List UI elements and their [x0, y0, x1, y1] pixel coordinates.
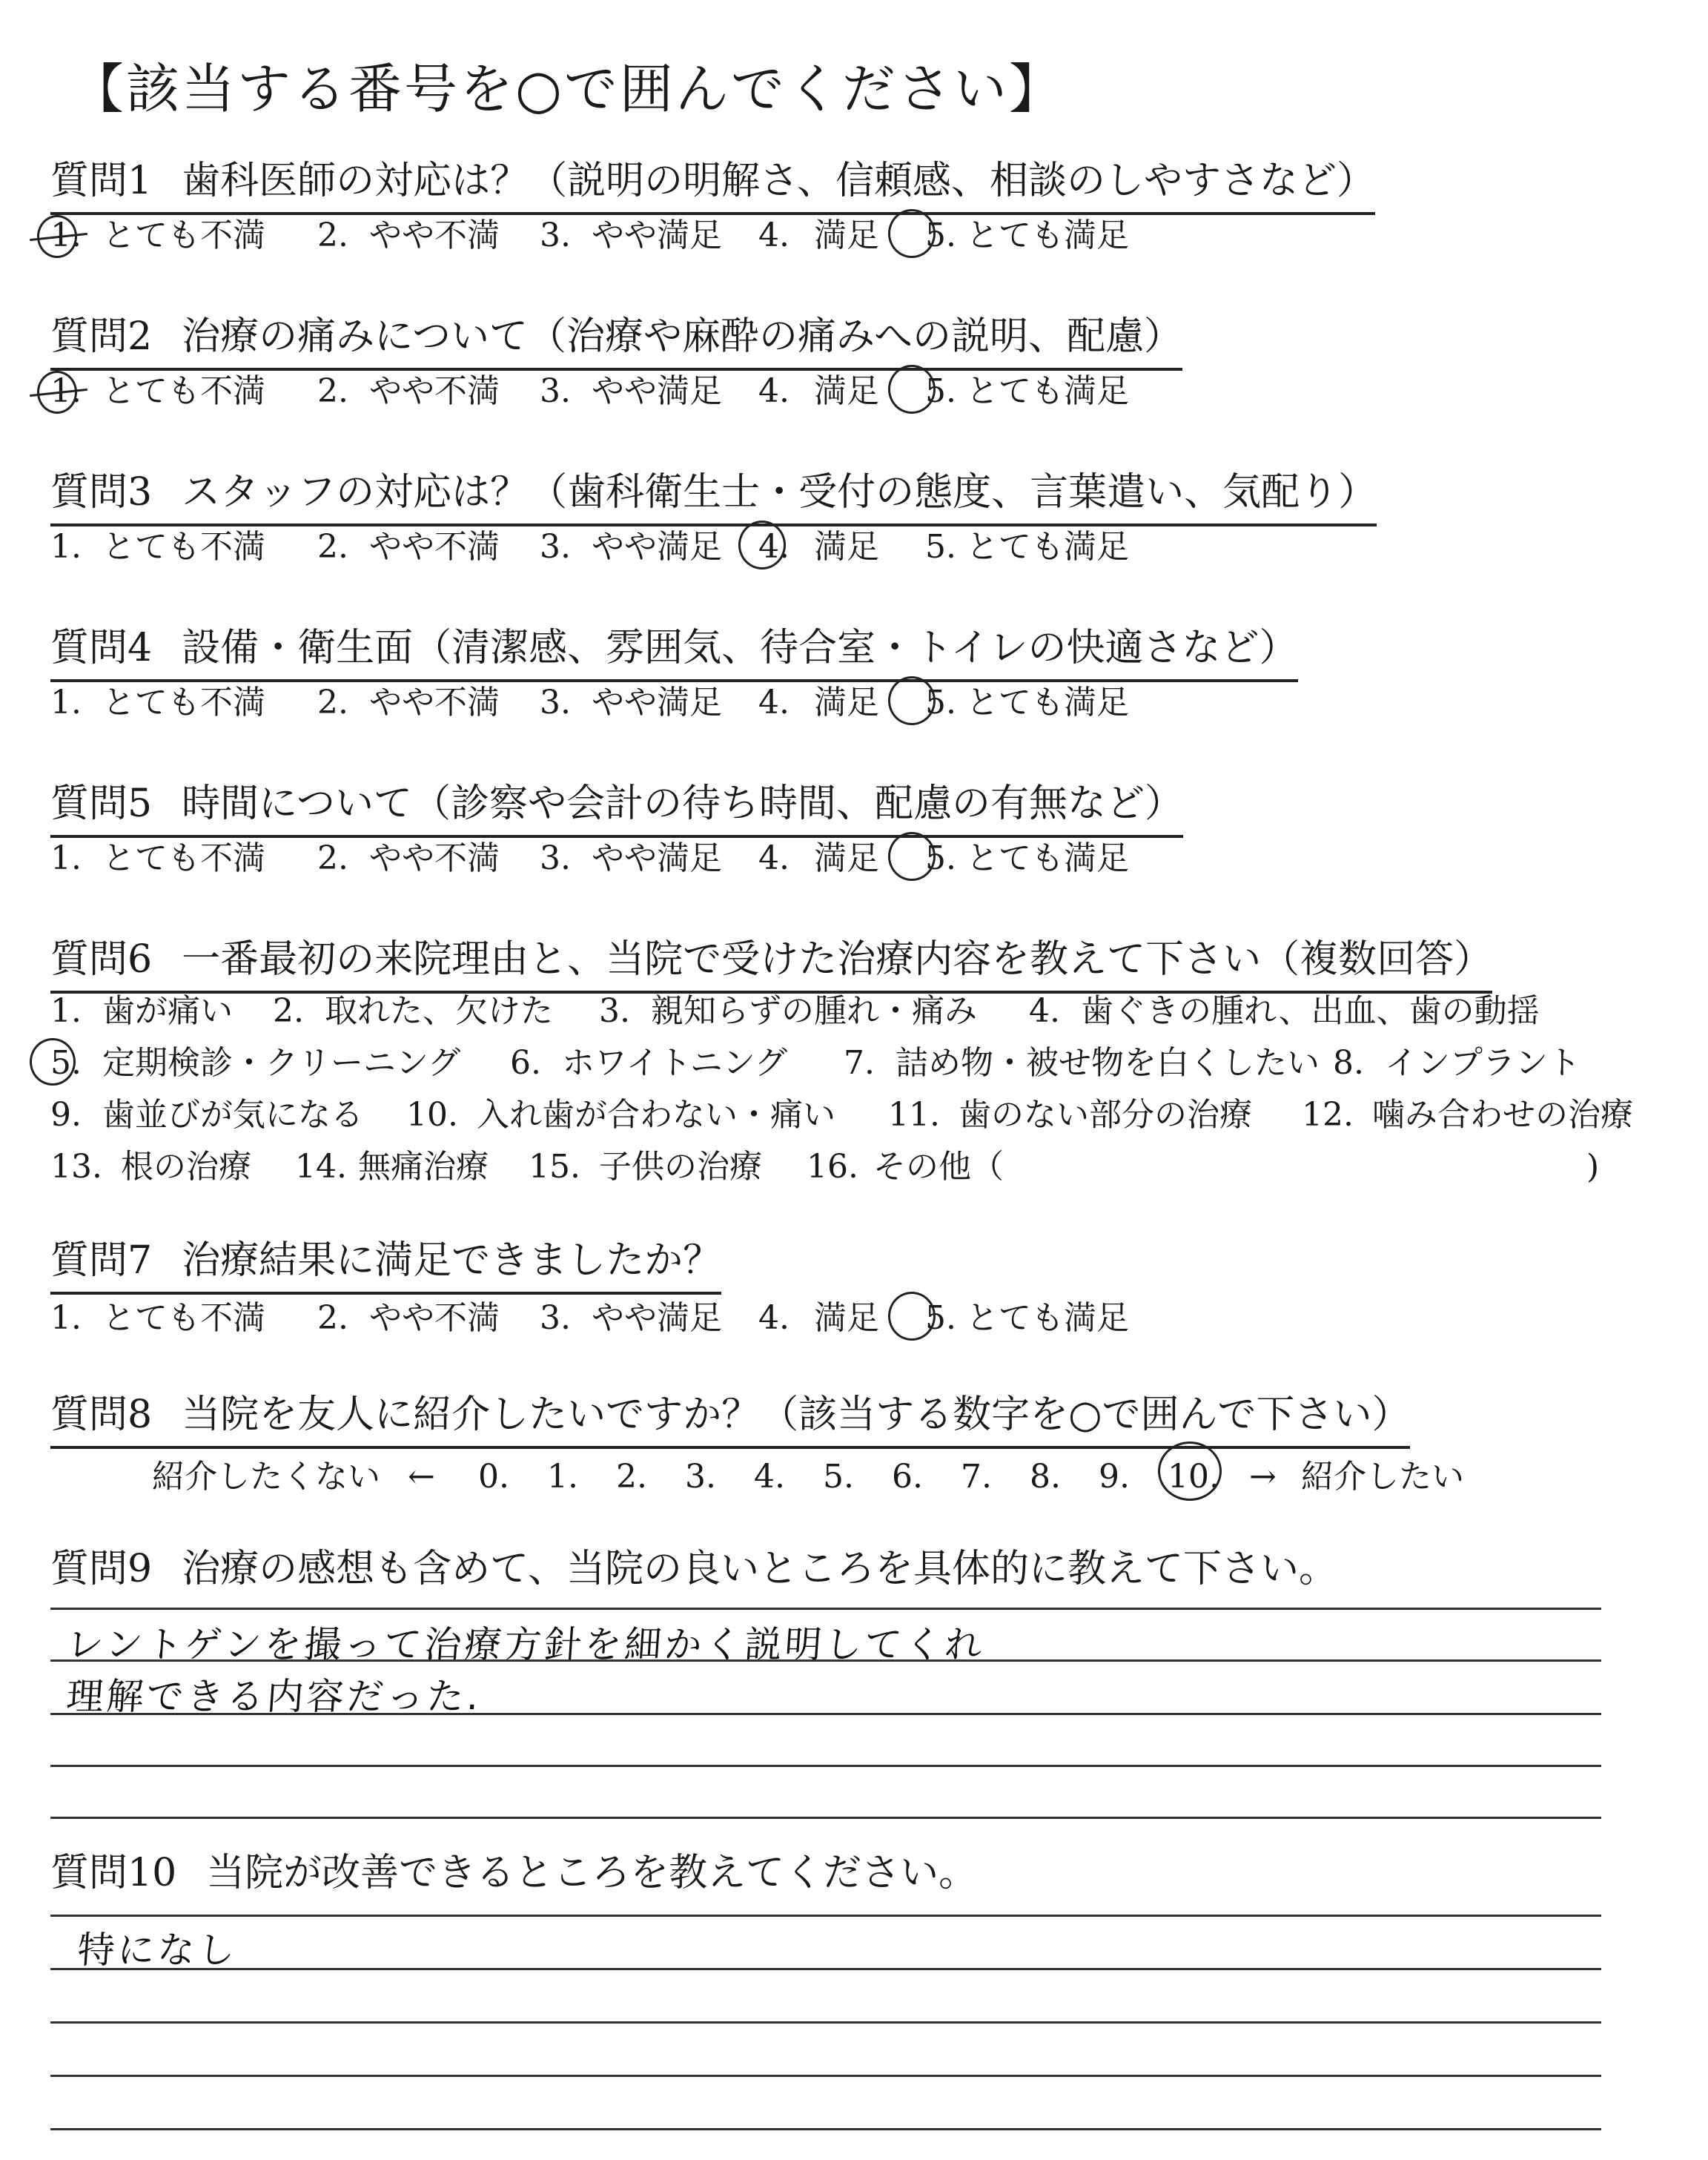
- option-number: 3.: [540, 839, 571, 877]
- option-label: 満足: [814, 684, 879, 721]
- answer-circle: [1158, 1441, 1222, 1501]
- option-label: 満足: [814, 839, 879, 877]
- question-4-text: 設備・衛生面（清潔感、雰囲気、待合室・トイレの快適さなど）: [182, 626, 1298, 670]
- option-number: 1.: [50, 528, 82, 566]
- option-number: 10.: [406, 1096, 458, 1134]
- scale-number: 10.: [1168, 1458, 1219, 1496]
- question-3-title: [50, 466, 1377, 526]
- option-number: 4.: [758, 1299, 790, 1337]
- option-label: やや不満: [369, 684, 500, 721]
- option-number: 3.: [540, 684, 571, 721]
- option-label: とても満足: [966, 217, 1129, 254]
- answer-rule-line: [50, 1817, 1601, 1819]
- option-number: 13.: [50, 1148, 102, 1186]
- option-label: 無痛治療: [358, 1148, 489, 1186]
- option-label: 取れた、欠けた: [325, 992, 553, 1030]
- option-number: 3.: [540, 528, 571, 566]
- question-7-text: 治療結果に満足できましたか？: [182, 1238, 722, 1283]
- question-9-answer-line-2: 理解できる内容だった.: [64, 1675, 483, 1718]
- option-label: とても満足: [966, 1299, 1129, 1337]
- answer-rule-line: [50, 2021, 1601, 2024]
- option-number: 4.: [758, 684, 790, 721]
- option-number: 12.: [1302, 1096, 1354, 1134]
- option-number: 14.: [295, 1148, 347, 1186]
- answer-circle: [888, 676, 936, 725]
- option-number: 1.: [50, 684, 82, 721]
- answer-circle: [888, 365, 936, 414]
- answer-rule-line: [50, 1659, 1601, 1662]
- option-label: やや満足: [592, 372, 722, 410]
- question-2-title: [50, 310, 1182, 371]
- option-label: やや不満: [369, 528, 500, 566]
- option-number: 5.: [925, 372, 956, 410]
- option-number: 5.: [925, 528, 956, 566]
- option-number: 2.: [317, 684, 348, 721]
- answer-rule-line: [50, 2075, 1601, 2077]
- option-label: ホワイトニング: [562, 1044, 788, 1082]
- option-label: やや満足: [592, 217, 722, 254]
- question-4-number: 質問4: [50, 626, 153, 670]
- option-number: 5.: [925, 839, 956, 877]
- question-10-text: 当院が改善できるところを教えてください。: [206, 1851, 978, 1895]
- option-label: 歯が痛い: [102, 992, 233, 1030]
- answer-rule-line: [50, 1765, 1601, 1767]
- answer-circle: [738, 521, 786, 569]
- question-6-text: 一番最初の来院理由と、当院で受けた治療内容を教えて下さい（複数回答）: [182, 937, 1493, 982]
- answer-rule-line: [50, 1608, 1601, 1610]
- question-2-number: 質問2: [50, 314, 153, 359]
- option-label: やや不満: [369, 1299, 500, 1337]
- option-label: 満足: [814, 1299, 879, 1337]
- option-label: とても不満: [102, 839, 265, 877]
- option-number: 3.: [540, 372, 571, 410]
- question-8-text: 当院を友人に紹介したいですか？（該当する数字を○で囲んで下さい）: [182, 1393, 1411, 1437]
- scale-left-label: 紹介したくない: [152, 1458, 380, 1496]
- scale-number: 9.: [1099, 1458, 1130, 1496]
- question-9-answer-line-1: レントゲンを撮って治療方針を細かく説明してくれ: [64, 1623, 987, 1666]
- answer-rule-line: [50, 1968, 1601, 1970]
- option-number: 5.: [925, 217, 956, 254]
- option-number: 3.: [540, 217, 571, 254]
- option-label: とても満足: [966, 528, 1129, 566]
- option-label: その他（: [873, 1148, 1004, 1186]
- option-label: 満足: [814, 372, 879, 410]
- option-number: 4.: [758, 528, 790, 566]
- option-number: 3.: [540, 1299, 571, 1337]
- option-label: やや満足: [592, 839, 722, 877]
- option-number: 8.: [1333, 1044, 1364, 1082]
- question-9-number: 質問9: [50, 1547, 153, 1591]
- scale-number: 5.: [823, 1458, 854, 1496]
- option-number: 11.: [888, 1096, 940, 1134]
- option-label: 歯ぐきの腫れ、出血、歯の動揺: [1081, 992, 1540, 1030]
- question-6-title: [50, 933, 1492, 994]
- option-number: 2.: [317, 217, 348, 254]
- option-label: 噛み合わせの治療: [1372, 1096, 1633, 1134]
- left-arrow-icon: ←: [408, 1458, 435, 1496]
- question-10-title: [50, 1846, 977, 1904]
- question-9-text: 治療の感想も含めて、当院の良いところを具体的に教えて下さい。: [182, 1547, 1338, 1591]
- option-label: やや満足: [592, 684, 722, 721]
- question-6-number: 質問6: [50, 937, 153, 982]
- option-number: 1.: [50, 1299, 82, 1337]
- option-label: とても不満: [102, 372, 265, 410]
- option-number: 2.: [273, 992, 304, 1030]
- scale-right-label: 紹介したい: [1301, 1458, 1464, 1496]
- option-number: 2.: [317, 528, 348, 566]
- question-9-title: [50, 1542, 1337, 1600]
- scale-number: 1.: [547, 1458, 578, 1496]
- option-number: 2.: [317, 839, 348, 877]
- option-label: 親知らずの腫れ・痛み: [651, 992, 977, 1030]
- option-label: やや不満: [369, 372, 500, 410]
- option-number: 4.: [758, 839, 790, 877]
- option-label: 子供の治療: [599, 1148, 762, 1186]
- scale-number: 0.: [478, 1458, 509, 1496]
- question-1-text: 歯科医師の対応は？（説明の明解さ、信頼感、相談のしやすさなど）: [182, 159, 1376, 203]
- scale-number: 4.: [754, 1458, 785, 1496]
- option-label: やや不満: [369, 217, 500, 254]
- option-label: とても不満: [102, 528, 265, 566]
- page-header: 【該当する番号を○で囲んでください】: [70, 58, 1065, 120]
- option-label: 満足: [814, 217, 879, 254]
- option-label: 満足: [814, 528, 879, 566]
- question-5-text: 時間について（診察や会計の待ち時間、配慮の有無など）: [182, 782, 1184, 826]
- answer-circle: [888, 1292, 936, 1341]
- question-3-number: 質問3: [50, 470, 153, 515]
- answer-rule-line: [50, 1915, 1601, 1917]
- question-8-title: [50, 1388, 1410, 1449]
- question-7-number: 質問7: [50, 1238, 153, 1283]
- question-4-title: [50, 621, 1298, 682]
- scale-number: 3.: [685, 1458, 716, 1496]
- question-5-title: [50, 777, 1183, 838]
- option-label: 詰め物・被せ物を白くしたい: [896, 1044, 1320, 1082]
- option-label: とても満足: [966, 684, 1129, 721]
- option-number: 3.: [599, 992, 630, 1030]
- option-number: 5.: [925, 1299, 956, 1337]
- option-number: 1.: [50, 839, 82, 877]
- option-label: とても満足: [966, 839, 1129, 877]
- option-label: とても満足: [966, 372, 1129, 410]
- option-number: 6.: [510, 1044, 541, 1082]
- option-number: 15.: [529, 1148, 580, 1186]
- question-3-text: スタッフの対応は？（歯科衛生士・受付の態度、言葉遣い、気配り）: [182, 470, 1377, 515]
- option-number: 4.: [758, 217, 790, 254]
- question-2-text: 治療の痛みについて（治療や麻酔の痛みへの説明、配慮）: [182, 314, 1183, 359]
- option-label: 定期検診・クリーニング: [102, 1044, 461, 1082]
- option-number: 4.: [758, 372, 790, 410]
- question-1-number: 質問1: [50, 159, 153, 203]
- answer-rule-line: [50, 2128, 1601, 2130]
- question-5-number: 質問5: [50, 782, 153, 826]
- question-10-number: 質問10: [50, 1851, 177, 1895]
- option-label: やや満足: [592, 528, 722, 566]
- option-label: とても不満: [102, 684, 265, 721]
- option-label: 歯並びが気になる: [102, 1096, 363, 1134]
- question-7-title: [50, 1234, 721, 1295]
- question-10-answer-line-1: 特になし: [76, 1929, 239, 1972]
- option-number: 9.: [50, 1096, 82, 1134]
- option-number: 2.: [317, 1299, 348, 1337]
- question-8-number: 質問8: [50, 1393, 153, 1437]
- option-number: 5.: [50, 1044, 82, 1082]
- option-number: 16.: [807, 1148, 858, 1186]
- scale-number: 2.: [616, 1458, 647, 1496]
- option-number: 1.: [50, 992, 82, 1030]
- option-label: とても不満: [102, 217, 265, 254]
- answer-circle: [30, 1038, 76, 1086]
- scale-number: 7.: [961, 1458, 992, 1496]
- option-label: やや満足: [592, 1299, 722, 1337]
- answer-circle: [888, 832, 936, 881]
- question-1-title: [50, 154, 1375, 215]
- option-number: 7.: [844, 1044, 875, 1082]
- right-arrow-icon: →: [1249, 1458, 1277, 1496]
- option-close-paren: ): [1586, 1148, 1600, 1186]
- option-label: 根の治療: [121, 1148, 251, 1186]
- option-number: 1.: [50, 372, 82, 410]
- answer-circle: [888, 209, 936, 258]
- option-number: 2.: [317, 372, 348, 410]
- answer-rule-line: [50, 1713, 1601, 1715]
- scale-number: 6.: [892, 1458, 923, 1496]
- option-number: 1.: [50, 217, 82, 254]
- scale-number: 8.: [1030, 1458, 1061, 1496]
- option-label: インプラント: [1385, 1044, 1580, 1082]
- option-number: 5.: [925, 684, 956, 721]
- option-label: 入れ歯が合わない・痛い: [477, 1096, 835, 1134]
- option-label: 歯のない部分の治療: [959, 1096, 1252, 1134]
- option-label: やや不満: [369, 839, 500, 877]
- option-number: 4.: [1029, 992, 1060, 1030]
- option-label: とても不満: [102, 1299, 265, 1337]
